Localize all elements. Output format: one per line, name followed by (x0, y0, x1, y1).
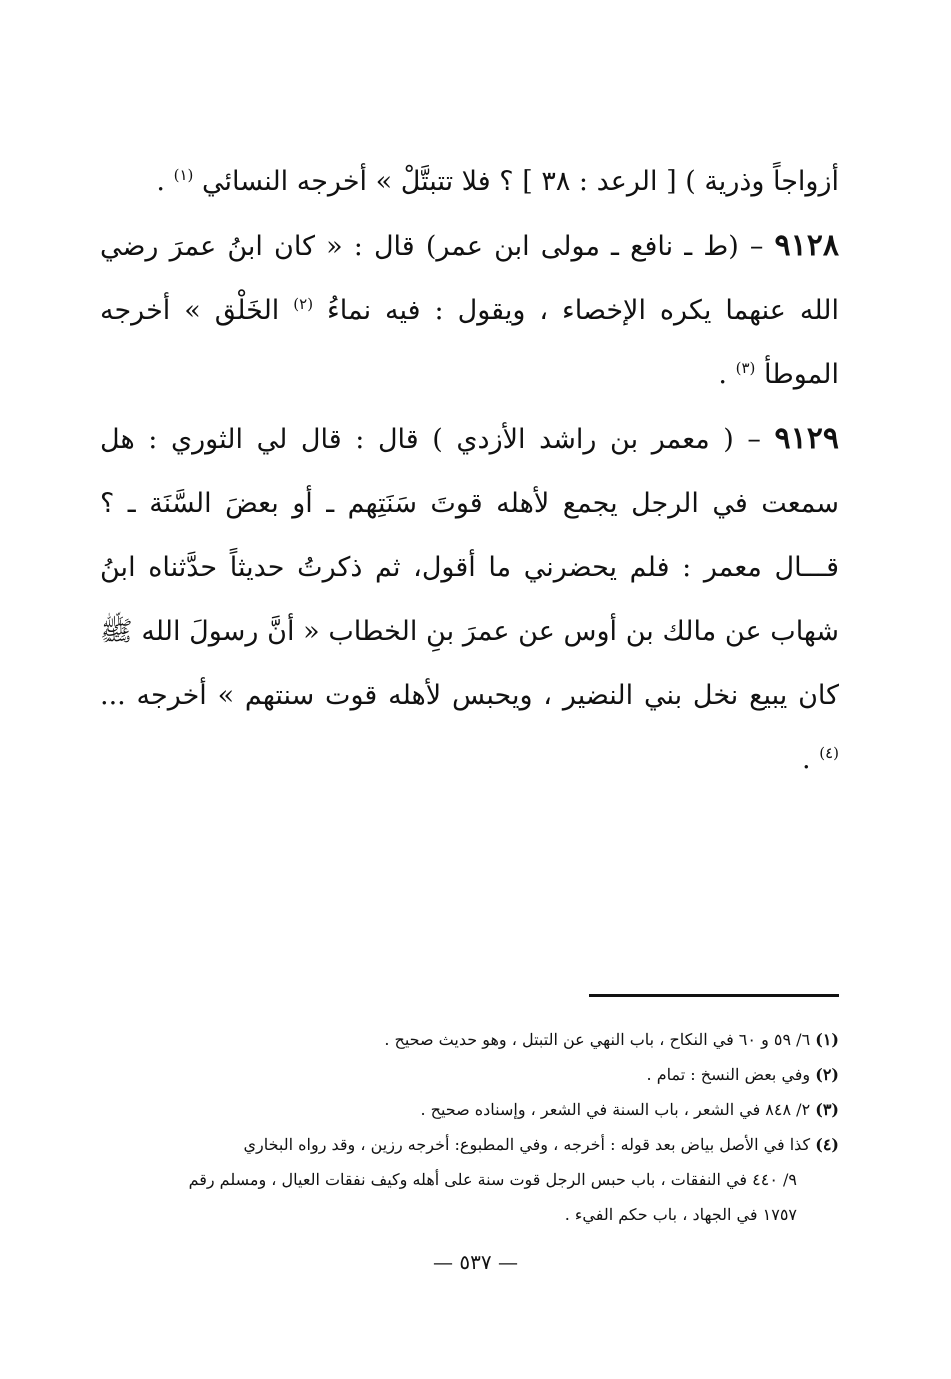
hadith-text: – ( معمر بن راشد الأزدي ) قال : قال لي الثوري : هل سمعت في الرجل يجمع لأهله قوتَ سَنَتِهم ـ أو بعضَ السَّنَة ـ ؟ قـــال معمر : فلم يحضرني ما أقول، ثم ذكرتُ حديثاً حدَّثناه ابنُ شهاب عن مالك بن أوس عن عمرَ بنِ الخطاب « أنَّ رسولَ الله ﷺ كان يبيع نخل بني النضير ، ويحبس لأهله قوت سنتهم » أخرجه ... (100, 424, 839, 711)
hadith-tail: . (718, 359, 728, 390)
footnote-text: وفي بعض النسخ : تمام . (646, 1065, 811, 1084)
footnote-divider (589, 994, 839, 997)
footnote-number: (٣) (815, 1100, 839, 1119)
footnote-ref: (٢) (293, 295, 314, 313)
footnote-4-continuation: ١٧٥٧ في الجهاد ، باب حكم الفيء . (564, 1205, 797, 1224)
footnote-4-continuation: ٩/ ٤٤٠ في النفقات ، باب حبس الرجل قوت سنة على أهله وكيف نفقات العيال ، ومسلم رقم (188, 1170, 797, 1189)
hadith-9128 (100, 214, 839, 407)
footnote-ref: (٤) (819, 744, 839, 762)
footnote-3 (100, 1092, 839, 1127)
footnote-ref: (١) (173, 166, 194, 184)
footnote-text: ٢/ ٨٤٨ في الشعر ، باب السنة في الشعر ، وإسناده صحيح . (420, 1100, 811, 1119)
footnote-text: كذا في الأصل بياض بعد قوله : أخرجه ، وفي المطبوع: أخرجه رزين ، وقد رواه البخاري (243, 1135, 811, 1154)
footnote-number: (١) (815, 1030, 839, 1049)
hadith-tail: . (802, 744, 811, 775)
hadith-text: – (ط ـ نافع ـ مولى ابن عمر) قال : « كان ابنُ عمرَ رضي الله عنهما يكره الإخصاء ، ويقول : فيه نماءُ (100, 231, 839, 326)
page-number: — ٥٣٧ — (433, 1250, 518, 1274)
footnote-ref: (٣) (735, 359, 756, 377)
hadith-text: الخَلْق » أخرجه الموطأ (100, 295, 839, 390)
paragraph-continuation (100, 150, 839, 214)
hadith-number: ٩١٢٨ (774, 228, 839, 263)
footnote-number: (٤) (815, 1135, 839, 1154)
hadith-9129 (100, 407, 839, 792)
main-text (100, 150, 839, 792)
paragraph-tail: . (156, 166, 165, 197)
footnote-text: ٦/ ٥٩ و ٦٠ في النكاح ، باب النهي عن التبتل ، وهو حديث صحيح . (384, 1030, 811, 1049)
footnote-1 (100, 1022, 839, 1057)
footnote-4 (100, 1127, 839, 1162)
hadith-number: ٩١٢٩ (774, 421, 839, 456)
footnotes (100, 1022, 839, 1232)
footnote-2 (100, 1057, 839, 1092)
footnote-number: (٢) (815, 1065, 839, 1084)
paragraph-text: أزواجاً وذرية ) [ الرعد : ٣٨ ] ؟ فلا تتبتَّلْ » أخرجه النسائي (201, 166, 839, 197)
